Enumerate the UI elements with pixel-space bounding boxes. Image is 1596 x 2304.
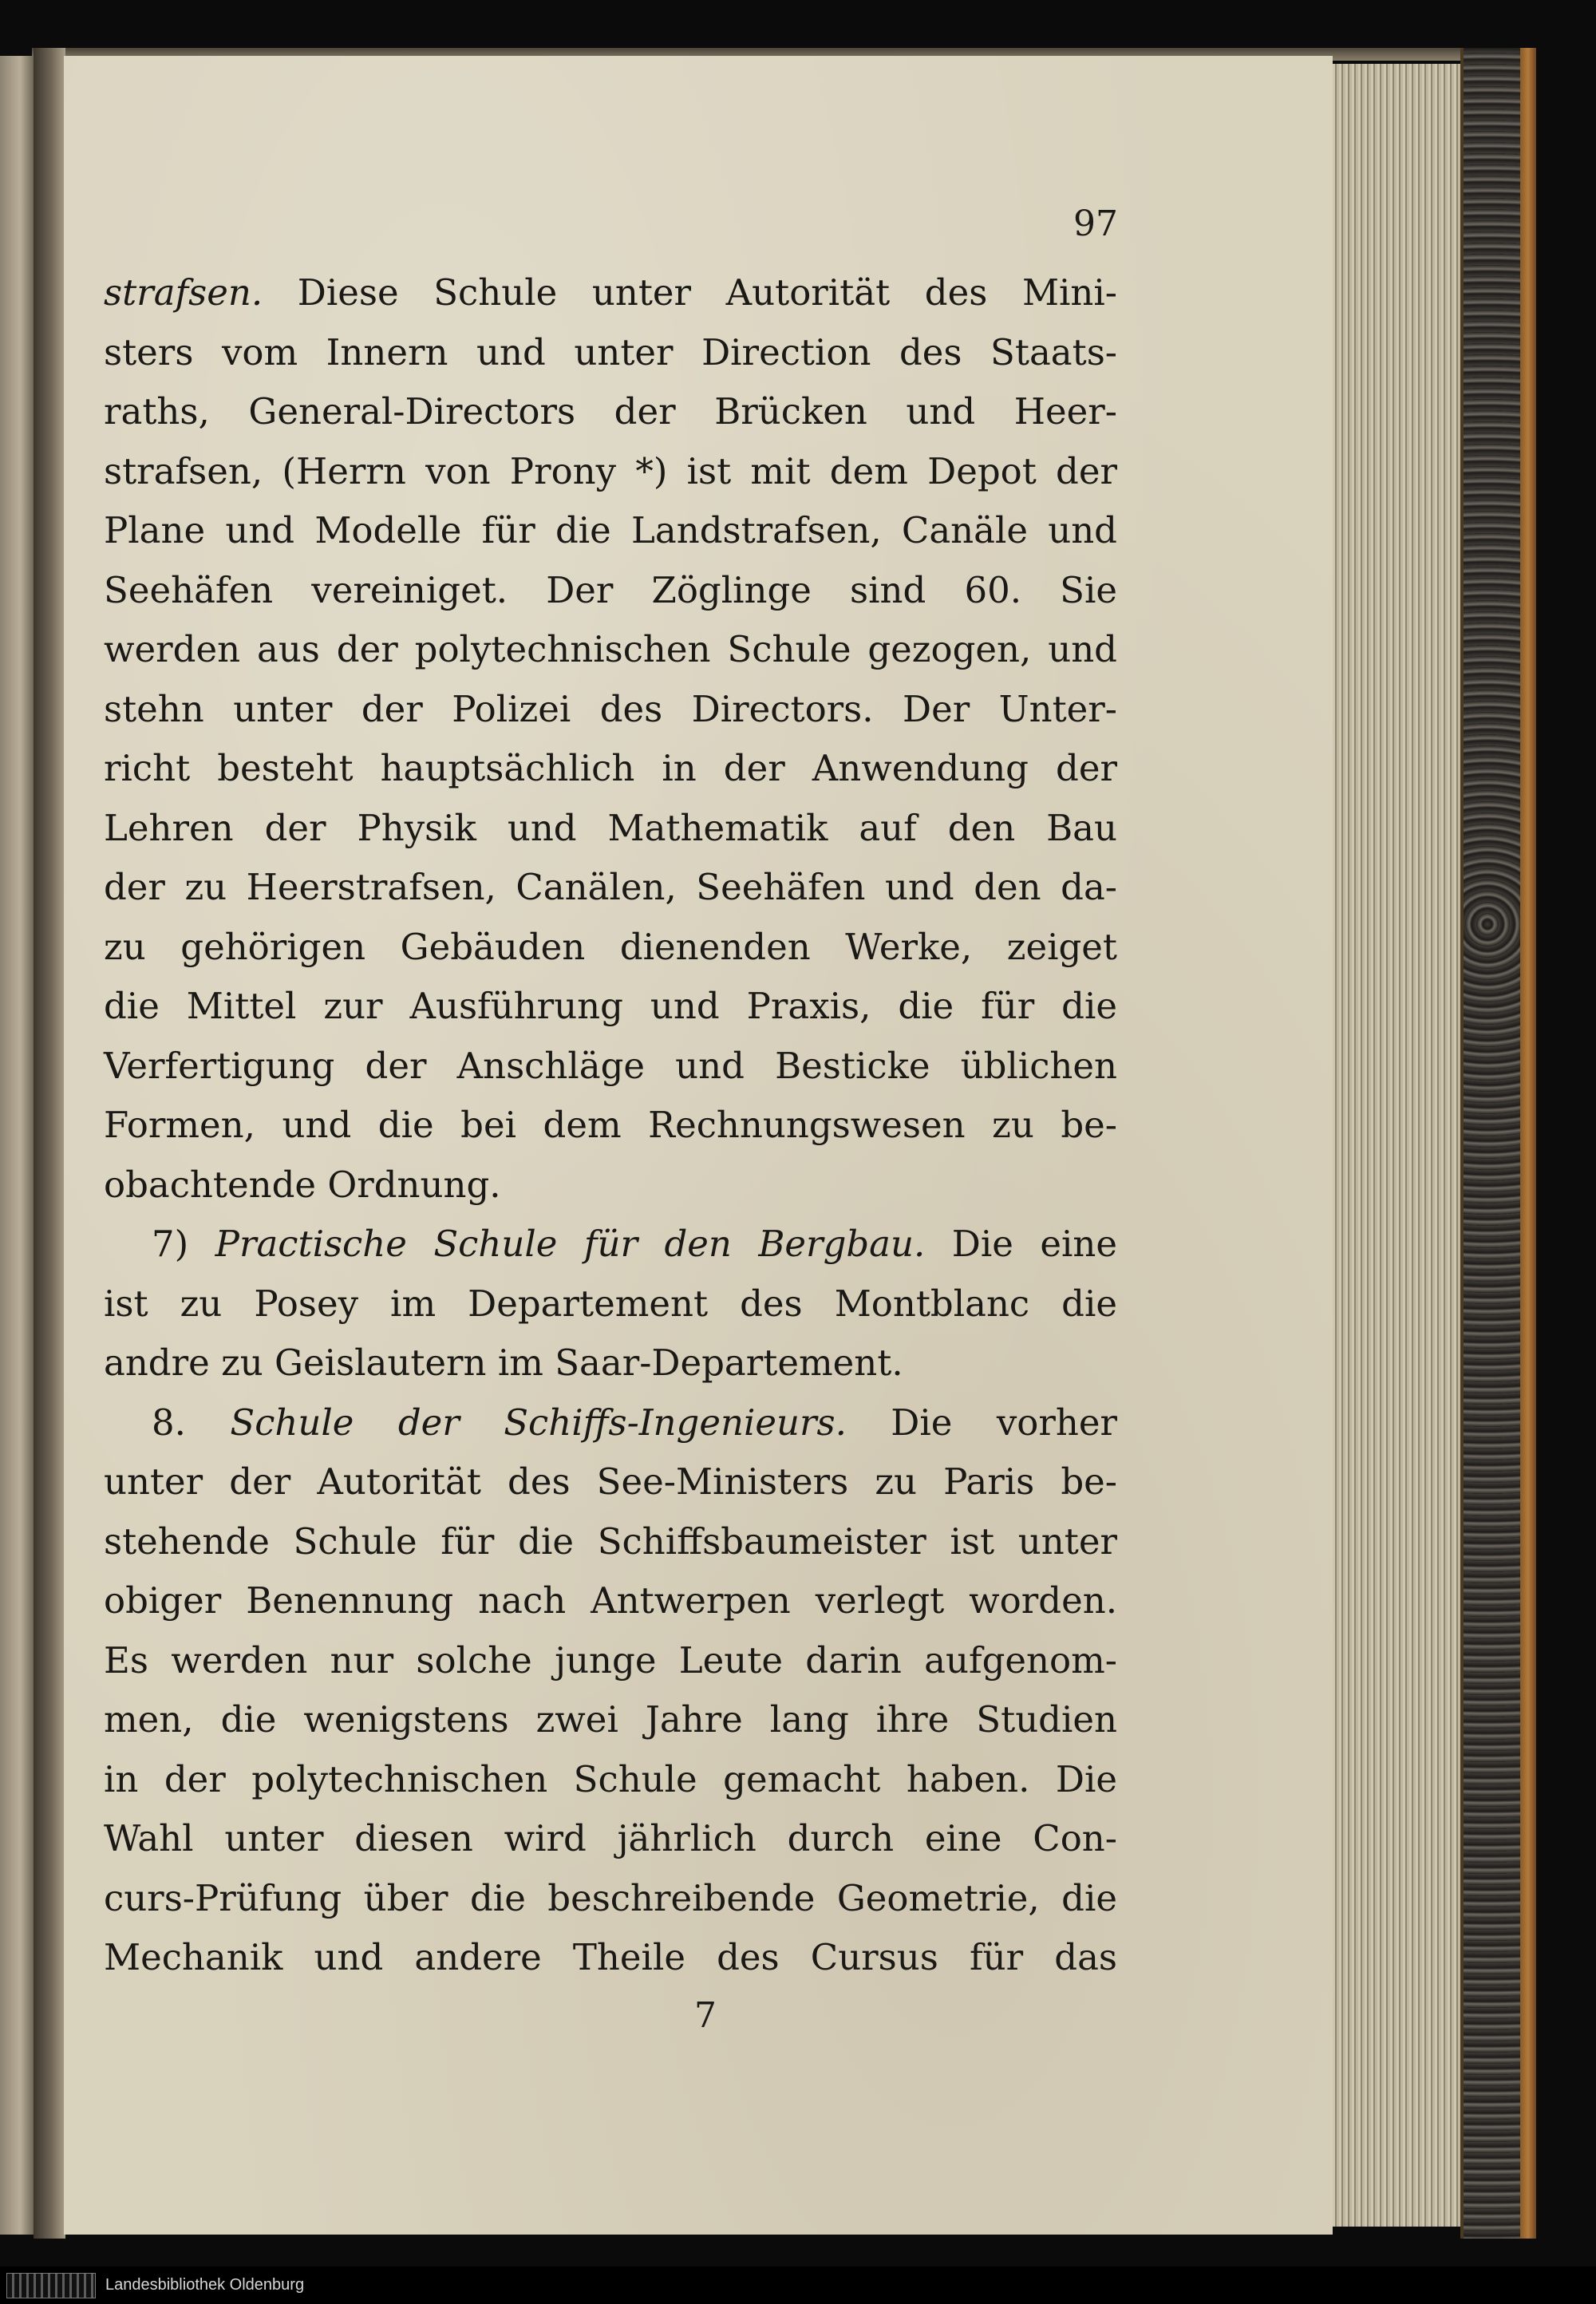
italic-heading: Schule der Schiffs-Ingenieurs. (230, 1401, 847, 1444)
text-line (104, 739, 1117, 799)
text-run: ist zu Posey im Departement des Montblanc die (104, 1282, 1117, 1325)
text-line (104, 1512, 1117, 1572)
text-run: der zu Heerstrafsen, Canälen, Seehäfen und den da- (104, 866, 1117, 908)
book-gutter (34, 48, 65, 2239)
text-run: 8. (152, 1401, 231, 1444)
text-line (104, 918, 1117, 978)
text-run: curs-Prüfung über die beschreibende Geometrie, die (104, 1876, 1117, 1919)
text-line (104, 561, 1117, 621)
text-run: raths, General-Directors der Brücken und Heer- (104, 390, 1117, 433)
text-line (104, 501, 1117, 561)
library-name: Landesbibliothek Oldenburg (105, 2276, 305, 2294)
marbled-cover (1460, 48, 1523, 2239)
text-run: Lehren der Physik und Mathematik auf den Bau (104, 806, 1117, 849)
text-run: richt besteht hauptsächlich in der Anwendung der (104, 747, 1117, 789)
text-run: Es werden nur solche junge Leute darin aufgenom- (104, 1638, 1117, 1682)
text-run: stehende Schule für die Schiffsbaumeister ist unter (104, 1520, 1117, 1563)
text-line (104, 620, 1117, 680)
text-run: Die vorher (846, 1401, 1117, 1444)
library-logo-icon (6, 2273, 96, 2298)
text-run: werden aus der polytechnischen Schule gezogen, und (104, 628, 1117, 670)
text-line (104, 1452, 1117, 1512)
text-run: Diese Schule unter Autorität des Mini- (263, 271, 1117, 314)
text-line (104, 1037, 1117, 1097)
text-line (104, 1928, 1117, 1988)
text-line (104, 977, 1117, 1037)
text-run: Mechanik und andere Theile des Cursus für das (104, 1936, 1117, 1978)
text-line (104, 1393, 1117, 1453)
text-run: Verfertigung der Anschläge und Besticke üblichen (104, 1044, 1117, 1087)
italic-heading: strafsen. (104, 271, 263, 314)
text-line (104, 1096, 1117, 1156)
text-line (104, 382, 1117, 442)
text-line (104, 1631, 1117, 1691)
text-run: in der polytechnischen Schule gemacht haben. Die (104, 1757, 1117, 1800)
text-run: zu gehörigen Gebäuden dienenden Werke, zeiget (104, 925, 1117, 968)
page-stack-edge (1333, 64, 1460, 2227)
text-line (104, 1334, 1117, 1393)
text-line (104, 1869, 1117, 1929)
italic-heading: Practische Schule für den Bergbau. (215, 1223, 926, 1265)
text-line (104, 442, 1117, 502)
text-run: Wahl unter diesen wird jährlich durch eine Con- (104, 1817, 1117, 1859)
text-line (104, 323, 1117, 383)
body-text (104, 263, 1117, 1988)
text-run: strafsen, (Herrn von Prony *) ist mit dem Depot der (104, 449, 1117, 492)
text-line (104, 1215, 1117, 1275)
leather-cover-edge (1520, 48, 1536, 2239)
text-line (104, 1809, 1117, 1869)
text-run: stehn unter der Polizei des Directors. Der Unter- (104, 687, 1117, 730)
text-line (104, 858, 1117, 918)
text-run: Seehäfen vereiniget. Der Zöglinge sind 60. Sie (104, 568, 1117, 611)
text-run: Die eine (925, 1223, 1117, 1265)
footer-bar (0, 2266, 1596, 2304)
text-run: Formen, und die bei dem Rechnungswesen zu be- (104, 1104, 1117, 1146)
text-line (104, 680, 1117, 740)
text-line (104, 799, 1117, 859)
signature-mark: 7 (694, 1995, 717, 2036)
text-run: obiger Benennung nach Antwerpen verlegt worden. (104, 1579, 1117, 1622)
text-line (104, 1275, 1117, 1334)
text-run: sters vom Innern und unter Direction des Staats- (104, 330, 1117, 373)
left-page-edge (0, 56, 34, 2235)
text-run: unter der Autorität des See-Ministers zu Paris be- (104, 1460, 1117, 1503)
text-line (104, 1750, 1117, 1810)
text-line (104, 1571, 1117, 1631)
text-run: die Mittel zur Ausführung und Praxis, die für die (104, 985, 1117, 1027)
text-run: andre zu Geislautern im Saar-Departement. (104, 1342, 903, 1384)
text-line (104, 1156, 1117, 1215)
text-run: obachtende Ordnung. (104, 1163, 501, 1206)
text-run: men, die wenigstens zwei Jahre lang ihre Studien (104, 1698, 1117, 1741)
text-line (104, 1690, 1117, 1750)
text-run: 7) (152, 1223, 215, 1265)
text-line (104, 263, 1117, 323)
page-number: 97 (1073, 204, 1118, 244)
text-run: Plane und Modelle für die Landstrafsen, Canäle und (104, 509, 1117, 551)
